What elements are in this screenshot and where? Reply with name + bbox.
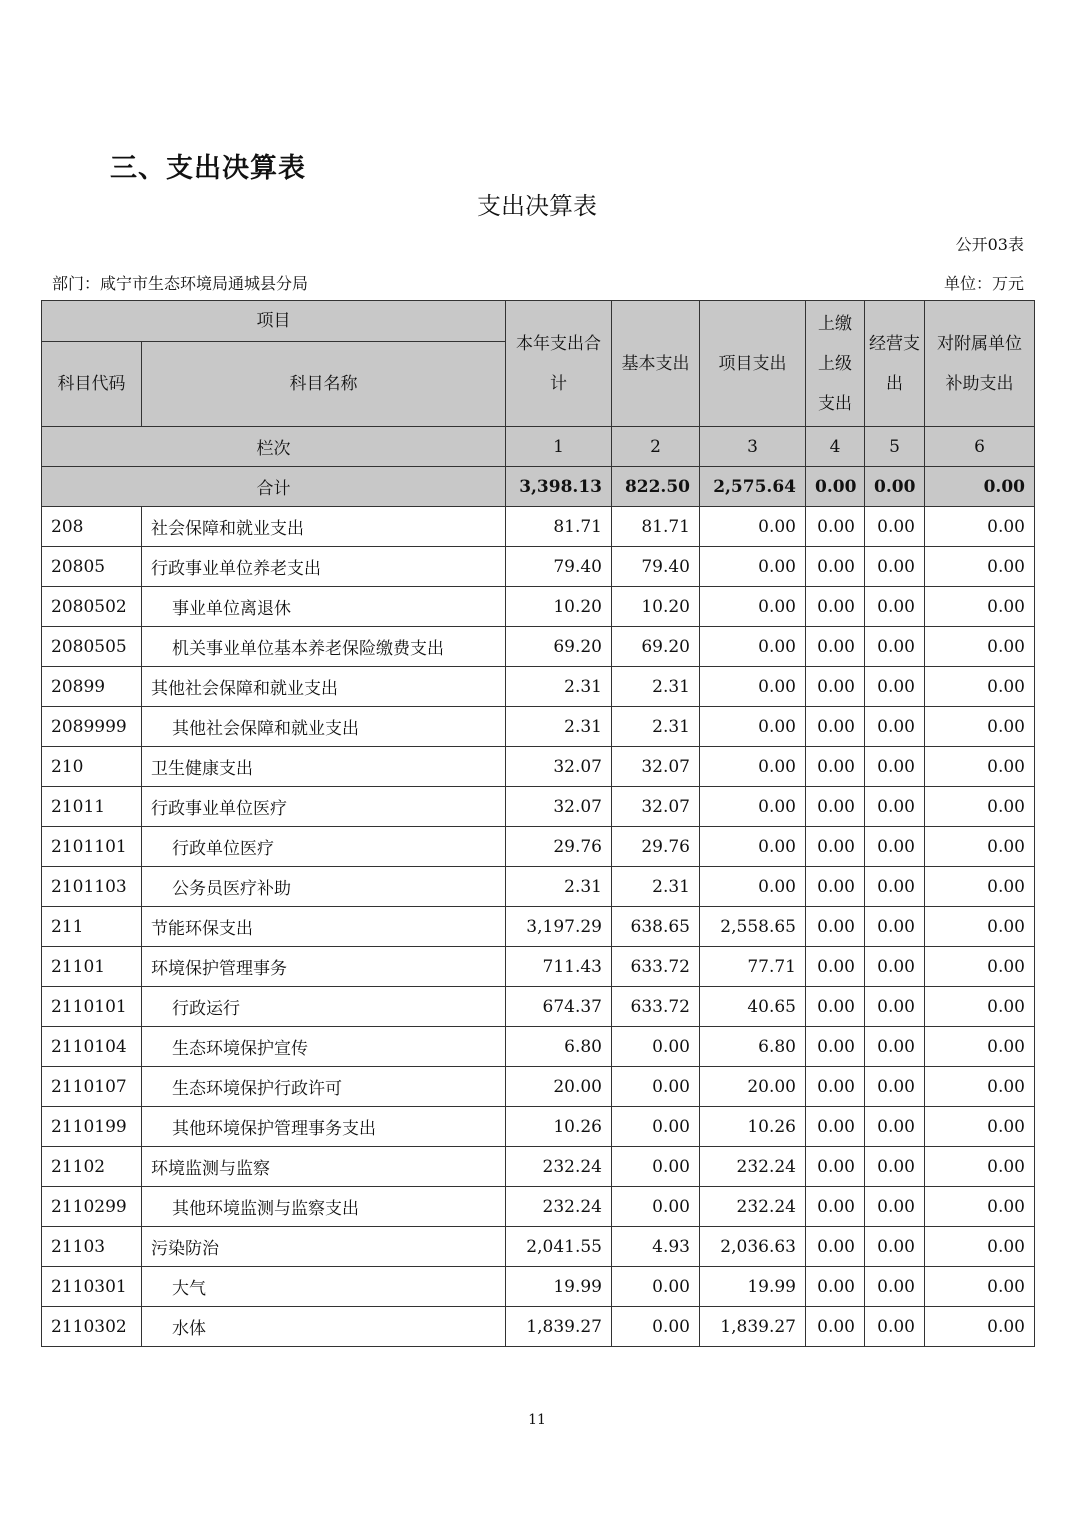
amount-cell: 2,558.65 bbox=[700, 907, 806, 947]
amount-cell: 0.00 bbox=[700, 707, 806, 747]
header-name: 科目名称 bbox=[142, 342, 506, 427]
table-row bbox=[42, 1267, 1035, 1307]
col-number: 1 bbox=[506, 427, 612, 467]
amount-cell: 0.00 bbox=[865, 1027, 925, 1067]
subject-code: 2089999 bbox=[42, 707, 142, 747]
subject-name: 生态环境保护行政许可 bbox=[142, 1067, 506, 1107]
amount-cell: 0.00 bbox=[865, 1307, 925, 1347]
total-cell: 2,575.64 bbox=[700, 467, 806, 507]
total-cell: 822.50 bbox=[612, 467, 700, 507]
table-row bbox=[42, 907, 1035, 947]
row-label: 栏次 bbox=[42, 427, 506, 467]
col-number: 6 bbox=[925, 427, 1035, 467]
subject-code: 2080502 bbox=[42, 587, 142, 627]
amount-cell: 0.00 bbox=[865, 787, 925, 827]
table-row bbox=[42, 507, 1035, 547]
amount-cell: 0.00 bbox=[700, 667, 806, 707]
amount-cell: 0.00 bbox=[700, 547, 806, 587]
amount-cell: 633.72 bbox=[612, 947, 700, 987]
amount-cell: 2.31 bbox=[612, 667, 700, 707]
amount-cell: 29.76 bbox=[612, 827, 700, 867]
amount-cell: 0.00 bbox=[865, 987, 925, 1027]
table-row bbox=[42, 1227, 1035, 1267]
amount-cell: 232.24 bbox=[506, 1147, 612, 1187]
subject-name: 污染防治 bbox=[142, 1227, 506, 1267]
amount-cell: 633.72 bbox=[612, 987, 700, 1027]
amount-cell: 69.20 bbox=[612, 627, 700, 667]
subject-code: 208 bbox=[42, 507, 142, 547]
amount-cell: 0.00 bbox=[865, 827, 925, 867]
amount-cell: 79.40 bbox=[612, 547, 700, 587]
amount-cell: 32.07 bbox=[612, 787, 700, 827]
amount-cell: 0.00 bbox=[806, 1307, 865, 1347]
amount-cell: 81.71 bbox=[506, 507, 612, 547]
amount-cell: 0.00 bbox=[925, 827, 1035, 867]
table-row bbox=[42, 667, 1035, 707]
subject-code: 2110299 bbox=[42, 1187, 142, 1227]
amount-cell: 0.00 bbox=[612, 1267, 700, 1307]
amount-cell: 0.00 bbox=[925, 707, 1035, 747]
amount-cell: 0.00 bbox=[700, 627, 806, 667]
table-row bbox=[42, 787, 1035, 827]
amount-cell: 0.00 bbox=[865, 1067, 925, 1107]
subject-code: 2110101 bbox=[42, 987, 142, 1027]
subject-name: 节能环保支出 bbox=[142, 907, 506, 947]
subject-name: 事业单位离退休 bbox=[142, 587, 506, 627]
amount-cell: 2,041.55 bbox=[506, 1227, 612, 1267]
subject-code: 21102 bbox=[42, 1147, 142, 1187]
subject-code: 20899 bbox=[42, 667, 142, 707]
amount-cell: 10.20 bbox=[506, 587, 612, 627]
amount-cell: 232.24 bbox=[700, 1147, 806, 1187]
amount-cell: 0.00 bbox=[806, 947, 865, 987]
table-row bbox=[42, 707, 1035, 747]
subject-name: 其他社会保障和就业支出 bbox=[142, 667, 506, 707]
table-row bbox=[42, 1107, 1035, 1147]
amount-cell: 0.00 bbox=[865, 667, 925, 707]
amount-cell: 0.00 bbox=[925, 547, 1035, 587]
amount-cell: 0.00 bbox=[700, 867, 806, 907]
subject-code: 210 bbox=[42, 747, 142, 787]
amount-cell: 19.99 bbox=[700, 1267, 806, 1307]
amount-cell: 3,197.29 bbox=[506, 907, 612, 947]
amount-cell: 0.00 bbox=[806, 827, 865, 867]
amount-cell: 0.00 bbox=[806, 507, 865, 547]
amount-cell: 0.00 bbox=[865, 1267, 925, 1307]
subject-code: 21011 bbox=[42, 787, 142, 827]
amount-cell: 0.00 bbox=[865, 547, 925, 587]
amount-cell: 0.00 bbox=[865, 627, 925, 667]
subject-name: 生态环境保护宣传 bbox=[142, 1027, 506, 1067]
amount-cell: 10.20 bbox=[612, 587, 700, 627]
amount-cell: 638.65 bbox=[612, 907, 700, 947]
amount-cell: 0.00 bbox=[806, 627, 865, 667]
unit-label: 单位：万元 bbox=[943, 274, 1024, 293]
subject-name: 水体 bbox=[142, 1307, 506, 1347]
subject-name: 公务员医疗补助 bbox=[142, 867, 506, 907]
table-row bbox=[42, 1147, 1035, 1187]
subject-name: 行政运行 bbox=[142, 987, 506, 1027]
subject-name: 大气 bbox=[142, 1267, 506, 1307]
amount-cell: 0.00 bbox=[925, 787, 1035, 827]
amount-cell: 0.00 bbox=[806, 707, 865, 747]
amount-cell: 0.00 bbox=[806, 747, 865, 787]
amount-cell: 0.00 bbox=[865, 707, 925, 747]
amount-cell: 0.00 bbox=[925, 987, 1035, 1027]
subject-name: 环境保护管理事务 bbox=[142, 947, 506, 987]
amount-cell: 0.00 bbox=[806, 787, 865, 827]
subject-code: 2080505 bbox=[42, 627, 142, 667]
amount-cell: 79.40 bbox=[506, 547, 612, 587]
total-cell: 0.00 bbox=[806, 467, 865, 507]
amount-cell: 0.00 bbox=[612, 1107, 700, 1147]
header-project: 项目支出 bbox=[700, 301, 806, 427]
amount-cell: 0.00 bbox=[806, 867, 865, 907]
subject-code: 21103 bbox=[42, 1227, 142, 1267]
subject-name: 卫生健康支出 bbox=[142, 747, 506, 787]
total-label: 合计 bbox=[42, 467, 506, 507]
subject-name: 其他环境保护管理事务支出 bbox=[142, 1107, 506, 1147]
table-row bbox=[42, 1187, 1035, 1227]
amount-cell: 0.00 bbox=[925, 507, 1035, 547]
amount-cell: 0.00 bbox=[865, 907, 925, 947]
col-number: 5 bbox=[865, 427, 925, 467]
table-row bbox=[42, 947, 1035, 987]
subject-name: 行政事业单位医疗 bbox=[142, 787, 506, 827]
amount-cell: 232.24 bbox=[506, 1187, 612, 1227]
subject-code: 2110301 bbox=[42, 1267, 142, 1307]
subject-name: 行政事业单位养老支出 bbox=[142, 547, 506, 587]
subject-name: 社会保障和就业支出 bbox=[142, 507, 506, 547]
amount-cell: 0.00 bbox=[865, 747, 925, 787]
amount-cell: 32.07 bbox=[506, 787, 612, 827]
amount-cell: 2.31 bbox=[612, 707, 700, 747]
header-upper: 上缴上级支出 bbox=[806, 301, 865, 427]
subject-name: 行政单位医疗 bbox=[142, 827, 506, 867]
header-subsidy: 对附属单位补助支出 bbox=[925, 301, 1035, 427]
header-total: 本年支出合计 bbox=[506, 301, 612, 427]
amount-cell: 0.00 bbox=[806, 1107, 865, 1147]
amount-cell: 0.00 bbox=[806, 907, 865, 947]
amount-cell: 0.00 bbox=[700, 747, 806, 787]
amount-cell: 0.00 bbox=[865, 587, 925, 627]
amount-cell: 0.00 bbox=[865, 1187, 925, 1227]
amount-cell: 0.00 bbox=[700, 507, 806, 547]
total-cell: 3,398.13 bbox=[506, 467, 612, 507]
amount-cell: 1,839.27 bbox=[700, 1307, 806, 1347]
amount-cell: 40.65 bbox=[700, 987, 806, 1027]
amount-cell: 0.00 bbox=[612, 1067, 700, 1107]
subject-code: 211 bbox=[42, 907, 142, 947]
amount-cell: 0.00 bbox=[925, 747, 1035, 787]
section-title: 三、支出决算表 bbox=[110, 153, 306, 184]
table-row bbox=[42, 1027, 1035, 1067]
expenditure-table bbox=[41, 300, 1035, 1347]
subject-name: 其他环境监测与监察支出 bbox=[142, 1187, 506, 1227]
amount-cell: 0.00 bbox=[700, 827, 806, 867]
subject-code: 2101103 bbox=[42, 867, 142, 907]
subject-code: 2101101 bbox=[42, 827, 142, 867]
amount-cell: 711.43 bbox=[506, 947, 612, 987]
table-row bbox=[42, 587, 1035, 627]
amount-cell: 10.26 bbox=[700, 1107, 806, 1147]
amount-cell: 0.00 bbox=[925, 947, 1035, 987]
table-row bbox=[42, 867, 1035, 907]
total-cell: 0.00 bbox=[925, 467, 1035, 507]
subject-name: 环境监测与监察 bbox=[142, 1147, 506, 1187]
header-basic: 基本支出 bbox=[612, 301, 700, 427]
header-code: 科目代码 bbox=[42, 342, 142, 427]
amount-cell: 0.00 bbox=[925, 667, 1035, 707]
amount-cell: 69.20 bbox=[506, 627, 612, 667]
amount-cell: 0.00 bbox=[612, 1187, 700, 1227]
amount-cell: 1,839.27 bbox=[506, 1307, 612, 1347]
subject-name: 机关事业单位基本养老保险缴费支出 bbox=[142, 627, 506, 667]
amount-cell: 20.00 bbox=[506, 1067, 612, 1107]
amount-cell: 32.07 bbox=[612, 747, 700, 787]
table-row bbox=[42, 1067, 1035, 1107]
amount-cell: 2.31 bbox=[506, 867, 612, 907]
amount-cell: 0.00 bbox=[806, 1267, 865, 1307]
amount-cell: 0.00 bbox=[925, 1067, 1035, 1107]
table-row bbox=[42, 987, 1035, 1027]
amount-cell: 0.00 bbox=[925, 1027, 1035, 1067]
amount-cell: 0.00 bbox=[925, 907, 1035, 947]
amount-cell: 0.00 bbox=[925, 1187, 1035, 1227]
total-cell: 0.00 bbox=[865, 467, 925, 507]
total-row bbox=[42, 467, 1035, 507]
page-number: 11 bbox=[528, 1412, 546, 1428]
amount-cell: 29.76 bbox=[506, 827, 612, 867]
amount-cell: 0.00 bbox=[925, 1107, 1035, 1147]
amount-cell: 6.80 bbox=[506, 1027, 612, 1067]
amount-cell: 32.07 bbox=[506, 747, 612, 787]
subject-code: 20805 bbox=[42, 547, 142, 587]
amount-cell: 0.00 bbox=[700, 787, 806, 827]
amount-cell: 10.26 bbox=[506, 1107, 612, 1147]
subject-code: 2110107 bbox=[42, 1067, 142, 1107]
amount-cell: 19.99 bbox=[506, 1267, 612, 1307]
subject-code: 2110199 bbox=[42, 1107, 142, 1147]
amount-cell: 0.00 bbox=[865, 507, 925, 547]
amount-cell: 0.00 bbox=[700, 587, 806, 627]
amount-cell: 0.00 bbox=[925, 587, 1035, 627]
table-row bbox=[42, 827, 1035, 867]
table-row bbox=[42, 627, 1035, 667]
form-number: 公开03表 bbox=[955, 235, 1024, 254]
amount-cell: 0.00 bbox=[612, 1307, 700, 1347]
amount-cell: 0.00 bbox=[612, 1147, 700, 1187]
amount-cell: 0.00 bbox=[865, 947, 925, 987]
amount-cell: 0.00 bbox=[806, 587, 865, 627]
amount-cell: 0.00 bbox=[806, 1027, 865, 1067]
amount-cell: 0.00 bbox=[806, 1227, 865, 1267]
amount-cell: 0.00 bbox=[612, 1027, 700, 1067]
subject-code: 2110302 bbox=[42, 1307, 142, 1347]
subject-code: 21101 bbox=[42, 947, 142, 987]
amount-cell: 232.24 bbox=[700, 1187, 806, 1227]
amount-cell: 0.00 bbox=[925, 1147, 1035, 1187]
amount-cell: 0.00 bbox=[925, 1267, 1035, 1307]
amount-cell: 0.00 bbox=[806, 547, 865, 587]
amount-cell: 2.31 bbox=[612, 867, 700, 907]
amount-cell: 0.00 bbox=[925, 867, 1035, 907]
amount-cell: 0.00 bbox=[925, 1307, 1035, 1347]
amount-cell: 674.37 bbox=[506, 987, 612, 1027]
amount-cell: 2,036.63 bbox=[700, 1227, 806, 1267]
amount-cell: 0.00 bbox=[806, 667, 865, 707]
table-row bbox=[42, 547, 1035, 587]
col-number: 2 bbox=[612, 427, 700, 467]
amount-cell: 0.00 bbox=[865, 1227, 925, 1267]
amount-cell: 0.00 bbox=[806, 1187, 865, 1227]
amount-cell: 20.00 bbox=[700, 1067, 806, 1107]
amount-cell: 0.00 bbox=[806, 987, 865, 1027]
table-row bbox=[42, 747, 1035, 787]
department-label: 部门：咸宁市生态环境局通城县分局 bbox=[52, 274, 309, 293]
amount-cell: 0.00 bbox=[806, 1147, 865, 1187]
amount-cell: 6.80 bbox=[700, 1027, 806, 1067]
table-title: 支出决算表 bbox=[477, 192, 597, 220]
amount-cell: 0.00 bbox=[806, 1067, 865, 1107]
col-number: 4 bbox=[806, 427, 865, 467]
subject-code: 2110104 bbox=[42, 1027, 142, 1067]
amount-cell: 0.00 bbox=[865, 1107, 925, 1147]
amount-cell: 4.93 bbox=[612, 1227, 700, 1267]
amount-cell: 0.00 bbox=[925, 627, 1035, 667]
subject-name: 其他社会保障和就业支出 bbox=[142, 707, 506, 747]
amount-cell: 2.31 bbox=[506, 667, 612, 707]
amount-cell: 0.00 bbox=[865, 867, 925, 907]
amount-cell: 81.71 bbox=[612, 507, 700, 547]
table-row bbox=[42, 1307, 1035, 1347]
amount-cell: 77.71 bbox=[700, 947, 806, 987]
header-item: 项目 bbox=[42, 301, 506, 342]
amount-cell: 2.31 bbox=[506, 707, 612, 747]
amount-cell: 0.00 bbox=[865, 1147, 925, 1187]
header-business: 经营支出 bbox=[865, 301, 925, 427]
amount-cell: 0.00 bbox=[925, 1227, 1035, 1267]
col-number: 3 bbox=[700, 427, 806, 467]
